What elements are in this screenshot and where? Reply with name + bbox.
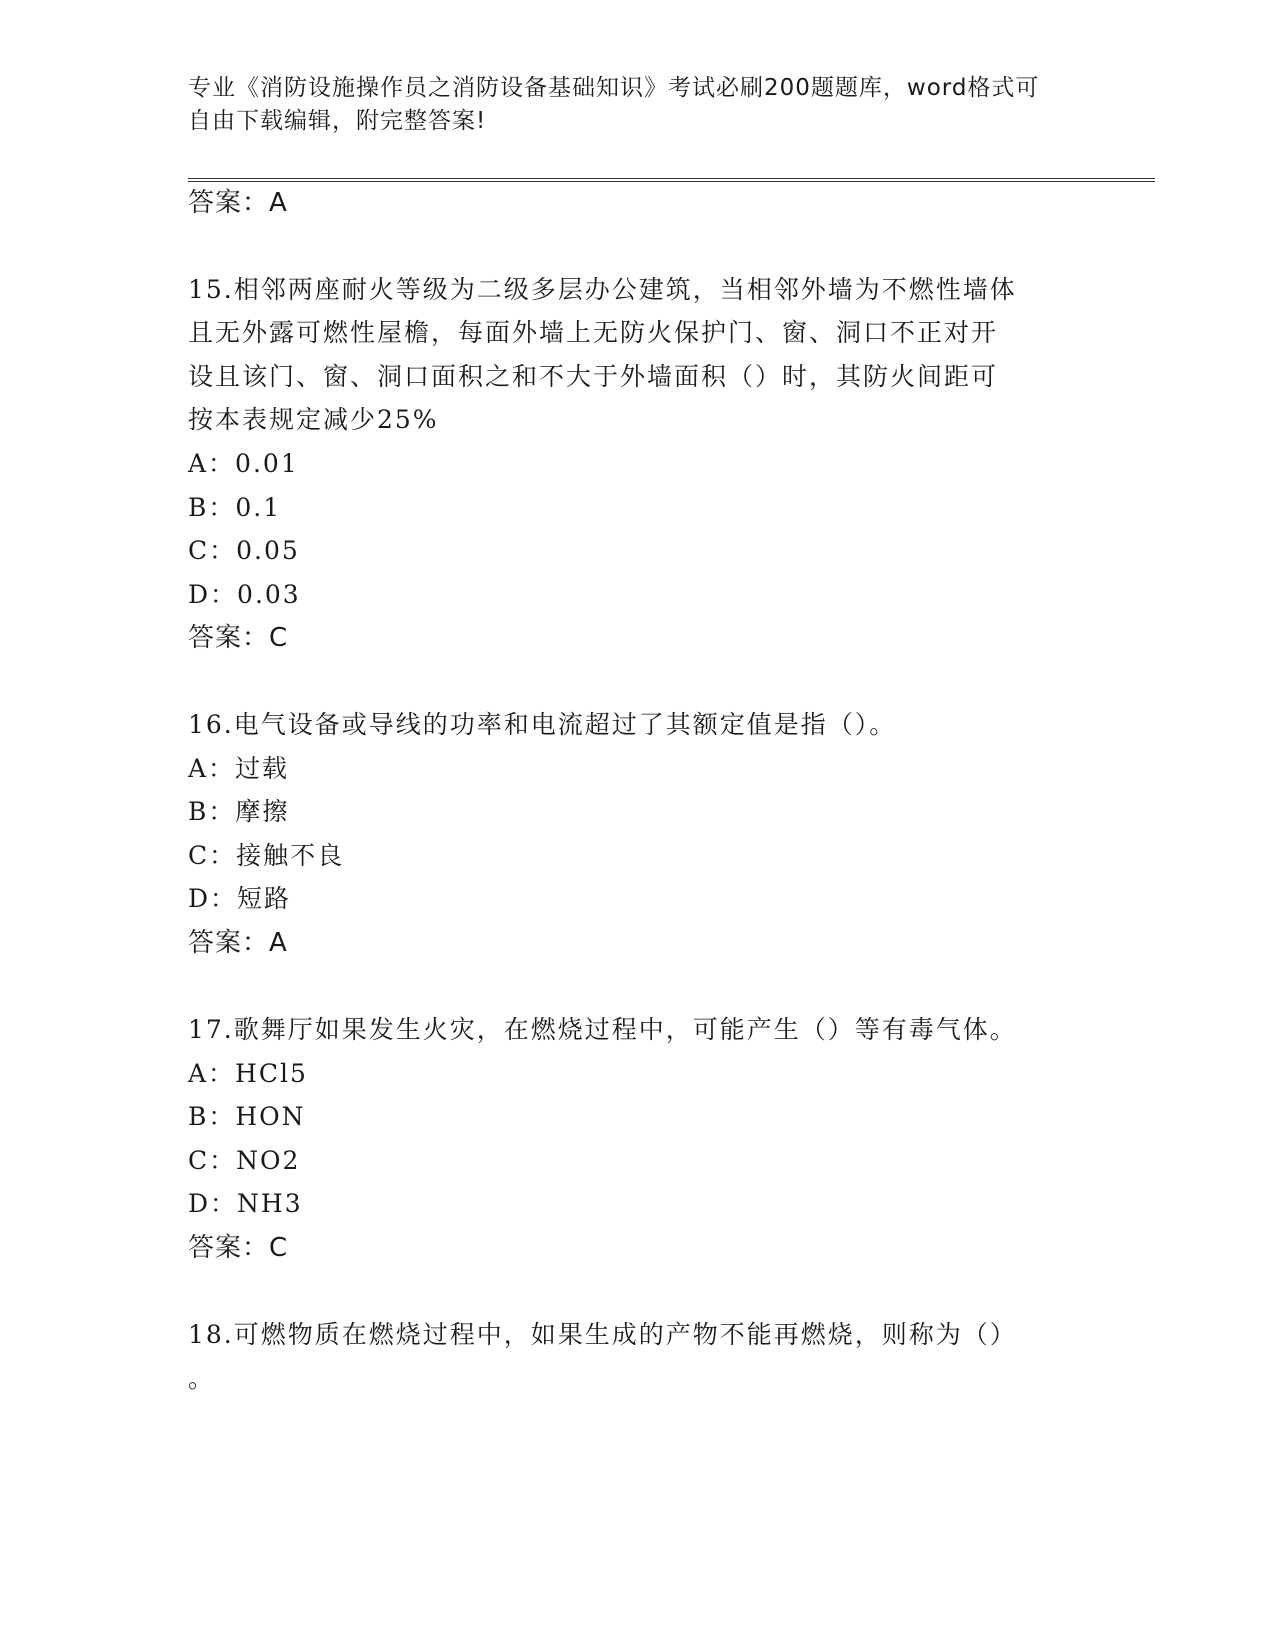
- question-stem-line: 。: [188, 1364, 216, 1393]
- option-d: D：NH3: [188, 1189, 303, 1218]
- answer: 答案：C: [188, 1233, 289, 1263]
- option-d: D：短路: [188, 884, 292, 913]
- answer: 答案：C: [188, 623, 289, 653]
- header-divider: [188, 178, 1155, 182]
- option-a: A：过载: [188, 754, 290, 783]
- header-title-line-2: 自由下载编辑，附完整答案!: [188, 108, 487, 134]
- option-c: C：NO2: [188, 1146, 301, 1175]
- question-stem-line: 且无外露可燃性屋檐，每面外墙上无防火保护门、窗、洞口不正对开: [188, 318, 999, 347]
- option-a: A：HCl5: [188, 1059, 308, 1088]
- question-stem-line: 16.电气设备或导线的功率和电流超过了其额定值是指（）。: [188, 710, 897, 739]
- option-a: A：0.01: [188, 449, 299, 478]
- header-title-line-1: 专业《消防设施操作员之消防设备基础知识》考试必刷200题题库，word格式可: [188, 75, 1040, 101]
- question-stem-line: 15.相邻两座耐火等级为二级多层办公建筑，当相邻外墙为不燃性墙体: [188, 275, 1017, 304]
- page-header: [188, 72, 1068, 138]
- option-c: C：接触不良: [188, 841, 345, 870]
- question-stem-line: 18.可燃物质在燃烧过程中，如果生成的产物不能再燃烧，则称为（）: [188, 1320, 1017, 1349]
- answer: 答案：A: [188, 928, 288, 958]
- question-stem-line: 设且该门、窗、洞口面积之和不大于外墙面积（）时，其防火间距可: [188, 362, 999, 391]
- option-b: B：HON: [188, 1102, 306, 1131]
- option-c: C：0.05: [188, 536, 300, 565]
- question-stem-line: 按本表规定减少25%: [188, 405, 439, 434]
- option-d: D：0.03: [188, 580, 301, 609]
- question-stem-line: 17.歌舞厅如果发生火灾，在燃烧过程中，可能产生（）等有毒气体。: [188, 1015, 1017, 1044]
- option-b: B：0.1: [188, 493, 282, 522]
- option-b: B：摩擦: [188, 797, 290, 826]
- previous-answer: 答案：A: [188, 188, 288, 218]
